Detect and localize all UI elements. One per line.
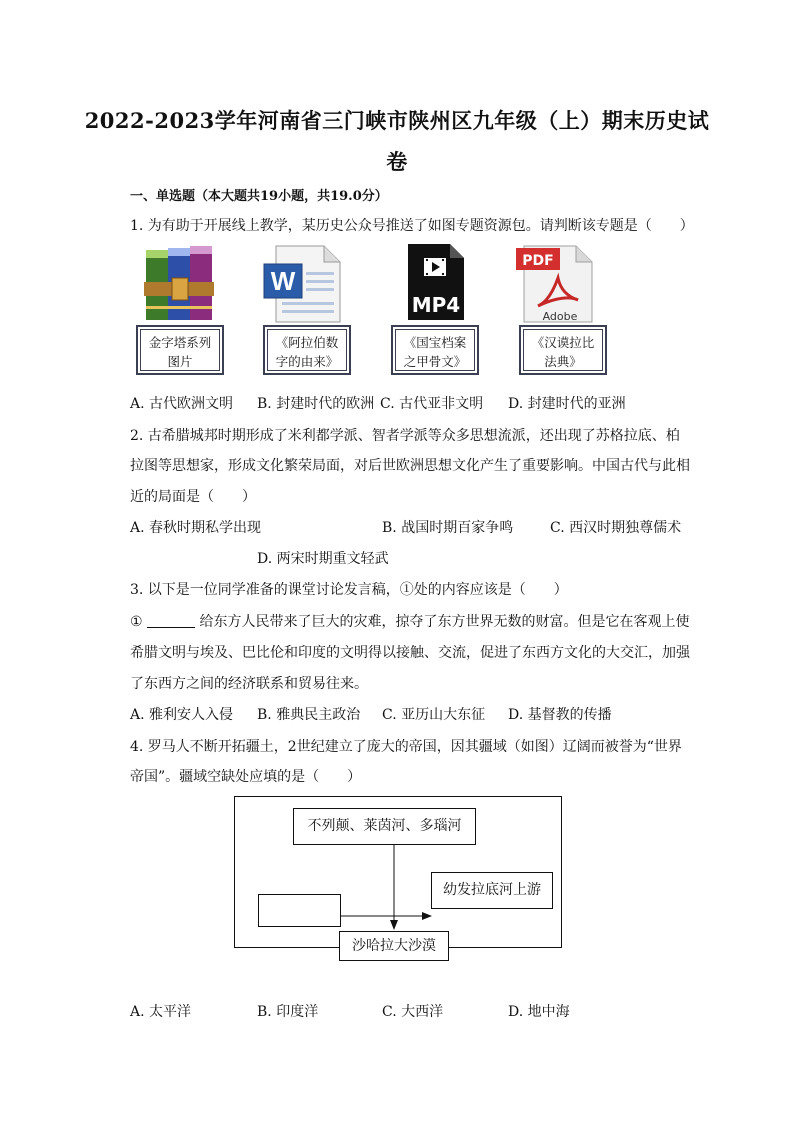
- q1-option-b[interactable]: B. 封建时代的欧洲: [257, 396, 375, 412]
- q4-option-a[interactable]: A. 太平洋: [130, 1004, 192, 1020]
- resource-caption-1-line1: 金字塔系列: [148, 335, 212, 350]
- resource-caption-2: [263, 325, 351, 375]
- q3-blank-marker: ①: [130, 614, 143, 630]
- q2-option-c[interactable]: C. 西汉时期独尊儒术: [550, 520, 682, 536]
- q1-option-a[interactable]: A. 古代欧洲文明: [130, 396, 234, 412]
- q3-stem: 3. 以下是一位同学准备的课堂讨论发言稿，①处的内容应该是（ ）: [130, 582, 568, 598]
- map-south-box: 沙哈拉大沙漠: [339, 931, 449, 961]
- q3-blank: [147, 613, 195, 628]
- exam-title-line1: 2022-2023学年河南省三门峡市陕州区九年级（上）期末历史试: [84, 108, 710, 133]
- resource-caption-1-line2: 图片: [167, 354, 193, 369]
- mp4-label: MP4: [411, 293, 461, 317]
- q1-stem: 1. 为有助于开展线上教学，某历史公众号推送了如图专题资源包。请判断该专题是（ ）: [130, 218, 694, 234]
- exam-title-line2: 卷: [386, 149, 408, 174]
- map-east-box: 幼发拉底河上游: [431, 872, 553, 909]
- q2-stem-line3: 近的局面是（ ）: [130, 489, 256, 505]
- q2-stem-line1: 2. 古希腊城邦时期形成了米利都学派、智者学派等众多思想流派，还出现了苏格拉底、柏: [130, 428, 680, 444]
- resource-caption-4: [519, 325, 607, 375]
- q3-passage-text1: 给东方人民带来了巨大的灾难，掠夺了东方世界无数的财富。但是它在客观上使: [199, 614, 690, 630]
- q2-stem-line2: 拉图等思想家，形成文化繁荣局面，对后世欧洲思想文化产生了重要影响。中国古代与此相: [130, 458, 690, 474]
- q4-option-d[interactable]: D. 地中海: [508, 1004, 570, 1020]
- resource-caption-2-line2: 字的由来》: [275, 354, 339, 369]
- q3-option-a[interactable]: A. 雅利安人入侵: [130, 707, 234, 723]
- pdf-label: PDF: [522, 253, 554, 269]
- resource-caption-3-line1: 《国宝档案: [403, 335, 467, 350]
- q1-option-d[interactable]: D. 封建时代的亚洲: [508, 396, 626, 412]
- pdf-file-icon: [516, 244, 596, 324]
- q4-stem-line2: 帝国”。疆域空缺处应填的是（ ）: [130, 769, 362, 785]
- map-north-box: 不列颠、莱茵河、多瑙河: [293, 808, 476, 845]
- q1-option-c[interactable]: C. 古代亚非文明: [380, 396, 484, 412]
- q3-option-c[interactable]: C. 亚历山大东征: [382, 707, 486, 723]
- resource-caption-1: [136, 325, 224, 375]
- q3-passage-line1: [130, 612, 689, 632]
- resource-caption-3: [391, 325, 479, 375]
- q2-option-b[interactable]: B. 战国时期百家争鸣: [382, 520, 514, 536]
- q4-option-c[interactable]: C. 大西洋: [382, 1004, 444, 1020]
- q2-option-d[interactable]: D. 两宋时期重文轻武: [257, 551, 389, 567]
- q4-option-b[interactable]: B. 印度洋: [257, 1004, 319, 1020]
- q3-option-b[interactable]: B. 雅典民主政治: [257, 707, 361, 723]
- svg-text:W: W: [270, 266, 296, 296]
- q3-passage-line2: 希腊文明与埃及、巴比伦和印度的文明得以接触、交流，促进了东西方文化的大交汇，加强: [130, 645, 690, 661]
- resource-caption-4-line2: 法典》: [544, 354, 582, 369]
- adobe-label: Adobe: [542, 310, 578, 323]
- map-west-blank-box: [258, 894, 341, 927]
- mp4-file-icon: [406, 242, 466, 322]
- resource-caption-2-line1: 《阿拉伯数: [275, 335, 339, 350]
- word-document-icon: [262, 244, 342, 324]
- books-archive-icon: [144, 244, 216, 324]
- resource-caption-3-line2: 之甲骨文》: [403, 354, 467, 369]
- section-heading: 一、单选题（本大题共19小题，共19.0分）: [130, 189, 388, 204]
- q2-option-a[interactable]: A. 春秋时期私学出现: [130, 520, 262, 536]
- resource-caption-4-line1: 《汉谟拉比: [531, 335, 595, 350]
- q3-option-d[interactable]: D. 基督教的传播: [508, 707, 612, 723]
- q3-passage-line3: 了东西方之间的经济联系和贸易往来。: [130, 676, 368, 692]
- q4-stem-line1: 4. 罗马人不断开拓疆土，2世纪建立了庞大的帝国，因其疆域（如图）辽阔而被誉为“世界: [130, 739, 682, 755]
